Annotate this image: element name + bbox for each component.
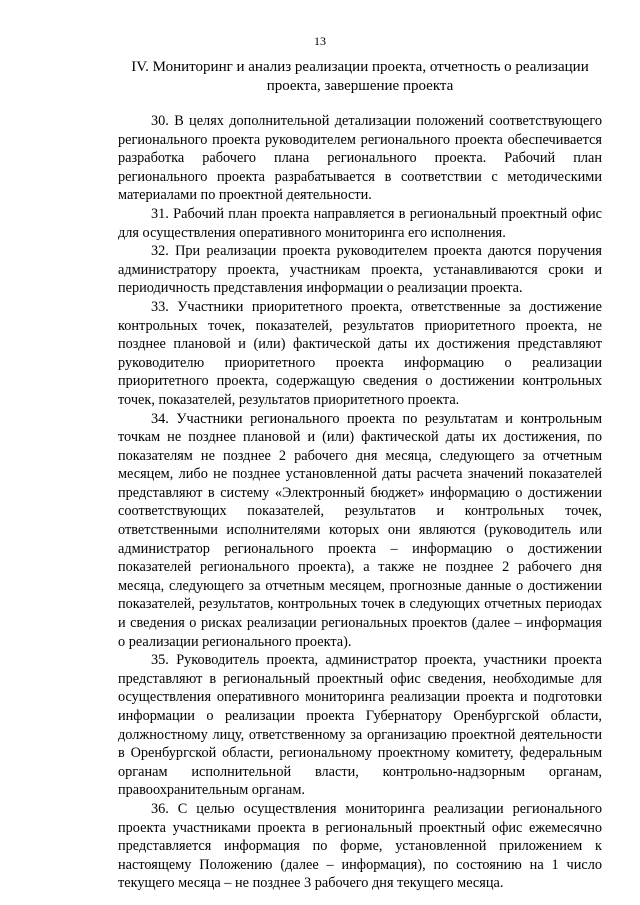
paragraph-34: 34. Участники регионального проекта по результатам и контрольным точкам не позднее плановой и (или) фактической даты их достижения, по показателям не позднее 2 рабочего дня месяца, следующего за отчетным месяцем, либо не позднее установленной даты расчета значений показателей представляют в систему «Электронный бюджет» информацию о достижении соответствующих показателей, результатов и контрольных точек, ответственными исполнителями которых они являются (руководитель или администратор регионального проекта – информацию о достижении показателей регионального проекта), а также не позднее 2 рабочего дня месяца, следующего за отчетным месяцем, прогнозные данные о достижении показателей, результатов, контрольных точек в следующих отчетных периодах и сведения о рисках реализации региональных проектов (далее – информация о реализации регионального проекта). [118, 410, 602, 650]
paragraph-35: 35. Руководитель проекта, администратор проекта, участники проекта представляют в региональный проектный офис сведения, необходимые для осуществления оперативного мониторинга реализации проекта и подготовки информации о реализации проекта Губернатору Оренбургской области, должностному лицу, ответственному за организацию проектной деятельности в Оренбургской области, региональному проектному комитету, федеральным органам исполнительной власти, контрольно-надзорным органам, правоохранительным органам. [118, 652, 602, 799]
paragraph-31: 31. Рабочий план проекта направляется в региональный проектный офис для осуществления оперативного мониторинга его исполнения. [118, 205, 602, 241]
section-title: IV. Мониторинг и анализ реализации проекта, отчетность о реализации проекта, завершение проекта [131, 59, 589, 94]
paragraph-36: 36. С целью осуществления мониторинга реализации регионального проекта участниками проекта в региональный проектный офис ежемесячно представляется информация по форме, установленной приложением к настоящему Положению (далее – информация), по состоянию на 1 число текущего месяца – не позднее 3 рабочего дня текущего месяца. [118, 800, 602, 892]
paragraph-33: 33. Участники приоритетного проекта, ответственные за достижение контрольных точек, показателей, результатов приоритетного проекта, не позднее плановой и (или) фактической даты их достижения представляют руководителю приоритетного проекта информацию о реализации приоритетного проекта, содержащую сведения о достижении контрольных точек, показателей, результатов приоритетного проекта. [118, 298, 602, 408]
paragraph-30: 30. В целях дополнительной детализации положений соответствующего регионального проекта руководителем регионального проекта обеспечивается разработка рабочего плана регионального проекта. Рабочий план регионального проекта разрабатывается в соответствии с методическими материалами по проектной деятельности. [118, 113, 602, 204]
body-text [118, 112, 602, 893]
page-number: 13 [314, 34, 326, 48]
paragraph-32: 32. При реализации проекта руководителем проекта даются поручения администратору проекта, участникам проекта, устанавливаются сроки и периодичность представления информации о реализации проекта. [118, 243, 602, 297]
